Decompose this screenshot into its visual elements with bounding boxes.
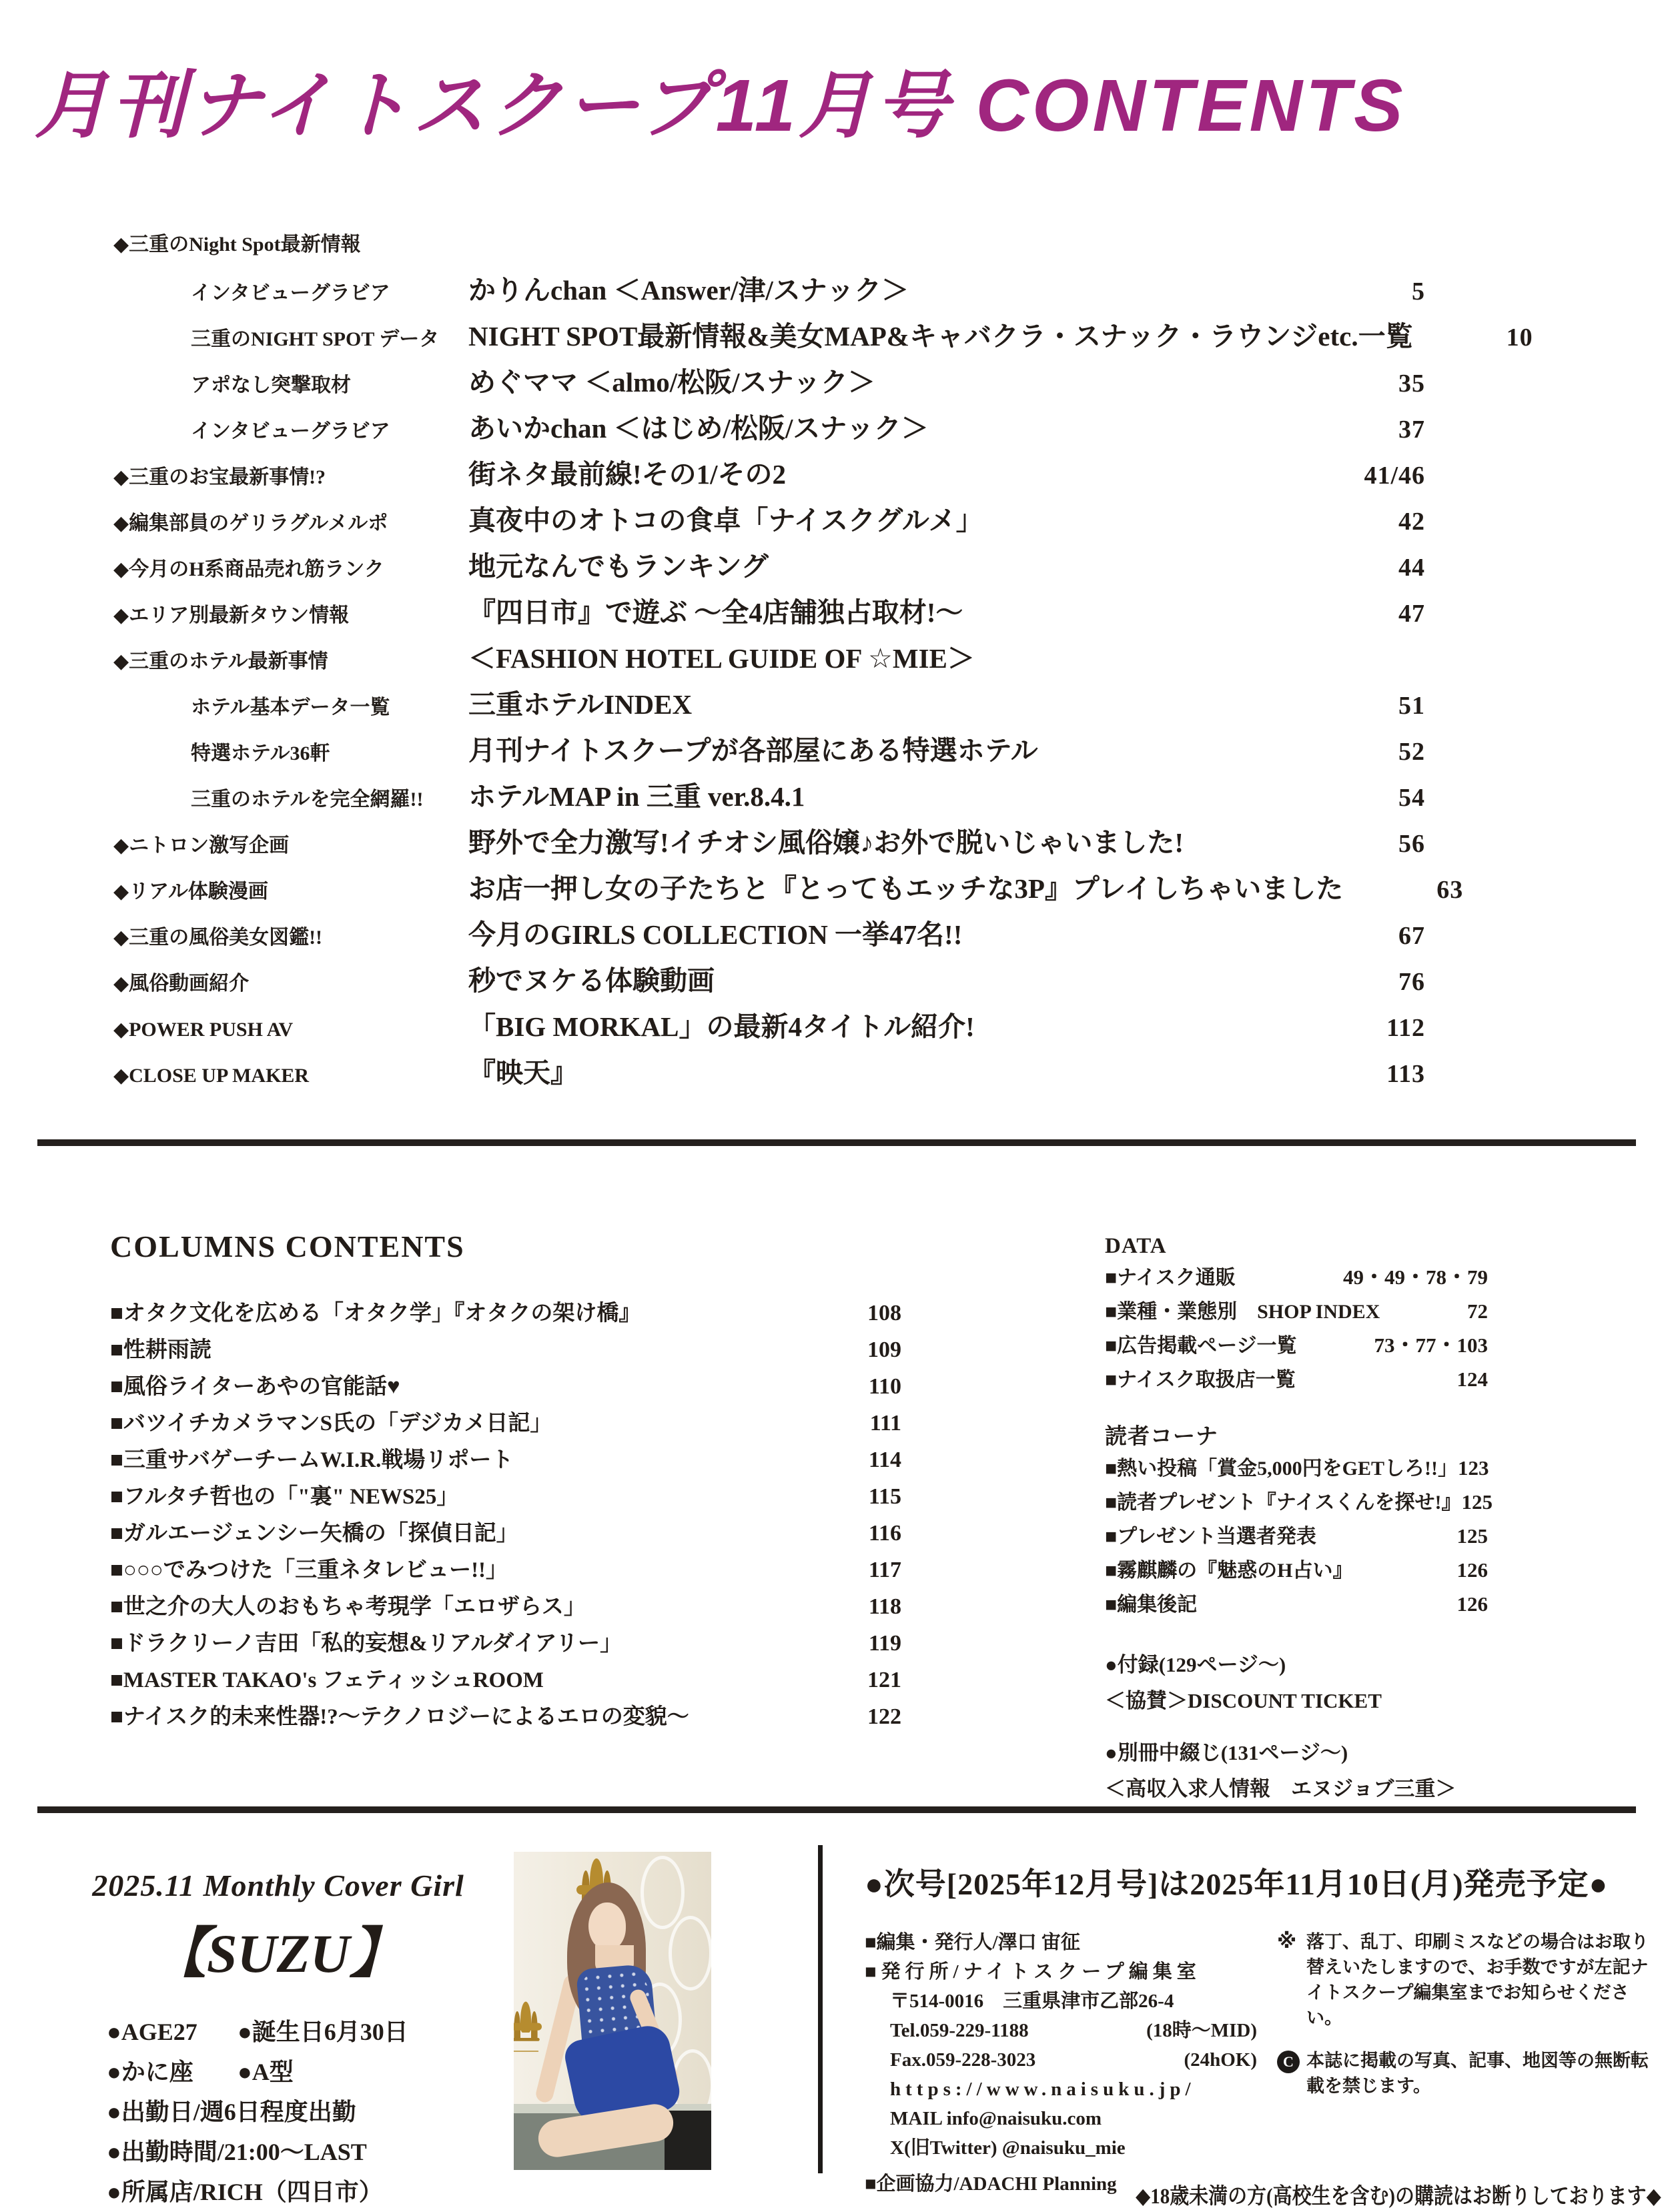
toc-label: ◆三重のお宝最新事情!? <box>113 466 326 488</box>
toc-label: インタビューグラビア <box>191 420 390 442</box>
toc-row <box>113 498 1425 544</box>
column-title: ■ドラクリーノ吉田「私的妄想&リアルダイアリー」 <box>110 1632 622 1656</box>
publisher-info-line <box>865 1928 1260 1957</box>
list-item <box>1105 1452 1488 1486</box>
data-item-title: ■業種・業態別 SHOP INDEX <box>1105 1301 1380 1323</box>
toc-title: 『四日市』で遊ぶ ～全4店舗独占取材!～ <box>468 597 963 628</box>
data-heading: DATA <box>1105 1234 1167 1258</box>
list-item <box>1105 1295 1488 1329</box>
list-item <box>1105 1486 1493 1520</box>
toc-row <box>113 1050 1425 1096</box>
toc-row <box>113 267 1425 314</box>
list-item <box>1105 1520 1488 1554</box>
toc-page-number: 113 <box>1386 1060 1425 1088</box>
list-item <box>1105 1588 1488 1622</box>
toc-title: あいかchan ＜はじめ/松阪/スナック＞ <box>468 413 929 444</box>
column-page-number: 122 <box>867 1704 901 1729</box>
cover-girl-heading: 2025.11 Monthly Cover Girl <box>92 1868 464 1902</box>
reader-item-page: 125 <box>1456 1524 1488 1548</box>
toc-title: お店一押し女の子たちと『とってもエッチな3P』プレイしちゃいました <box>468 873 1344 904</box>
data-item-page: 72 <box>1467 1299 1488 1323</box>
column-page-number: 114 <box>868 1448 901 1472</box>
publisher-info-list <box>865 1928 1260 2199</box>
toc-title: めぐママ ＜almo/松阪/スナック＞ <box>468 367 875 398</box>
cover-girl-photo <box>514 1852 711 2170</box>
publisher-columns <box>865 1928 1663 2199</box>
toc-title: 月刊ナイトスクープが各部屋にある特選ホテル <box>468 735 1038 766</box>
next-issue-banner: ●次号[2025年12月号]は2025年11月10日(月)発売予定● <box>865 1867 1609 1901</box>
toc-label: ◆三重のホテル最新事情 <box>113 650 328 672</box>
toc-page-number: 5 <box>1412 278 1425 306</box>
list-item <box>110 1442 901 1478</box>
toc-page-number: 112 <box>1386 1014 1425 1042</box>
figure-face <box>588 1902 626 1951</box>
toc-row <box>113 360 1425 406</box>
age-restriction-notice: ◆18歳未満の方(高校生を含む)の購読はお断りしております◆ <box>1136 2185 1661 2209</box>
reader-item-page: 126 <box>1456 1558 1488 1582</box>
list-item <box>110 1368 901 1405</box>
publisher-info-text: Fax.059-228-3023 <box>890 2049 1036 2071</box>
toc-row <box>113 774 1425 820</box>
column-title: ■バツイチカメラマンS氏の「デジカメ日記」 <box>110 1412 552 1436</box>
toc-page-number: 37 <box>1398 416 1425 444</box>
data-item-title: ■ナイスク取扱店一覧 <box>1105 1369 1296 1391</box>
toc-page-number: 67 <box>1398 922 1425 950</box>
horizontal-divider-top <box>37 1139 1636 1146</box>
publisher-notes-list <box>1260 1928 1663 2199</box>
column-title: ■○○○でみつけた「三重ネタレビュー!!」 <box>110 1558 508 1582</box>
toc-title: かりんchan ＜Answer/津/スナック＞ <box>468 275 909 306</box>
toc-label: ◆CLOSE UP MAKER <box>113 1065 310 1087</box>
gold-ornament <box>514 2002 543 2059</box>
cover-girl-profile-item: ●かに座 <box>107 2059 193 2085</box>
publisher-info-line <box>865 1957 1260 1987</box>
cover-girl-profile-item: ●A型 <box>238 2059 294 2085</box>
horizontal-divider-bottom <box>37 1806 1636 1813</box>
toc-label: ◆三重のNight Spot最新情報 <box>113 233 361 255</box>
data-item-page: 124 <box>1456 1367 1488 1391</box>
columns-contents-heading: COLUMNS CONTENTS <box>110 1229 465 1263</box>
data-item-title: ■広告掲載ページ一覧 <box>1105 1335 1297 1357</box>
toc-row <box>113 1004 1425 1050</box>
list-item <box>110 1295 901 1331</box>
toc-page-number: 35 <box>1398 370 1425 398</box>
appendix-line: ＜協賛＞DISCOUNT TICKET <box>1105 1689 1382 1712</box>
reader-item-title: ■編集後記 <box>1105 1594 1198 1616</box>
toc-row <box>113 590 1425 636</box>
spacer <box>1105 1397 1488 1422</box>
toc-title: ＜FASHION HOTEL GUIDE OF ☆MIE＞ <box>468 643 975 674</box>
toc-title: 秒でヌケる体験動画 <box>468 965 715 996</box>
toc-row <box>113 682 1425 728</box>
publisher-info-text: ■編集・発行人/澤口 宙征 <box>865 1932 1080 1953</box>
column-title: ■三重サバゲーチームW.I.R.戦場リポート <box>110 1448 514 1472</box>
column-title: ■MASTER TAKAO's フェティッシュROOM <box>110 1668 544 1692</box>
column-page-number: 117 <box>868 1558 901 1582</box>
toc-label: インタビューグラビア <box>191 282 390 304</box>
toc-page-number: 52 <box>1398 738 1425 766</box>
reader-corner-heading: 読者コーナ <box>1105 1425 1218 1449</box>
toc-page-number: 54 <box>1398 784 1425 812</box>
toc-label: ◆今月のH系商品売れ筋ランク <box>113 558 384 580</box>
reader-item-title: ■読者プレゼント『ナイスくんを探せ!』 <box>1105 1492 1462 1514</box>
column-title: ■ガルエージェンシー矢橋の「探偵日記」 <box>110 1522 518 1546</box>
toc-title: 街ネタ最前線!その1/その2 <box>468 459 787 490</box>
spacer <box>1105 1622 1488 1647</box>
column-title: ■オタク文化を広める「オタク学」『オタクの架け橋』 <box>110 1301 641 1325</box>
toc-page-number: 47 <box>1398 600 1425 628</box>
publisher-block <box>865 1860 1663 2199</box>
list-item <box>110 1478 901 1515</box>
reader-corner-list <box>1105 1452 1493 1622</box>
publisher-info-text: ■発行所/ナイトスクープ編集室 <box>865 1961 1201 1983</box>
cover-girl-profile-list <box>59 2012 498 2212</box>
toc-label: 三重のNIGHT SPOT データ <box>191 328 440 350</box>
toc-row <box>113 544 1425 590</box>
list-item <box>110 1588 901 1625</box>
publisher-info-note: (18時～MID) <box>1146 2020 1257 2041</box>
column-title: ■ナイスク的未来性器!?～テクノロジーによるエロの変貌～ <box>110 1705 689 1729</box>
list-item <box>110 1662 901 1698</box>
columns-contents-section <box>110 1229 901 1735</box>
cover-girl-profile-item: ●所属店/RICH（四日市） <box>107 2179 383 2205</box>
toc-title: 三重ホテルINDEX <box>468 689 693 720</box>
main-toc-list <box>113 221 1533 1096</box>
vertical-divider <box>818 1845 823 2173</box>
booklet-line: ＜高収入求人情報 エヌジョブ三重＞ <box>1105 1777 1456 1800</box>
columns-contents-list <box>110 1295 901 1735</box>
list-item <box>1105 1329 1488 1363</box>
booklet-line: ●別冊中綴じ(131ページ～) <box>1105 1741 1348 1764</box>
list-item <box>1105 1363 1488 1397</box>
toc-row <box>113 728 1425 774</box>
toc-row <box>113 912 1425 958</box>
reader-item-title: ■霧麒麟の『魅惑のH占い』 <box>1105 1560 1353 1582</box>
reader-item-title: ■プレゼント当選者発表 <box>1105 1526 1316 1548</box>
appendix-line: ●付録(129ページ～) <box>1105 1653 1286 1676</box>
toc-title: 今月のGIRLS COLLECTION 一挙47名!! <box>468 919 963 950</box>
toc-page-number: 56 <box>1398 830 1425 858</box>
toc-page-number: 63 <box>1436 876 1464 904</box>
column-title: ■フルタチ哲也の「"裏" NEWS25」 <box>110 1485 459 1509</box>
toc-title: 野外で全力激写!イチオシ風俗嬢♪お外で脱いじゃいました! <box>468 827 1184 858</box>
publisher-info-text: MAIL info@naisuku.com <box>890 2108 1102 2129</box>
publisher-info-line <box>865 2104 1260 2133</box>
publisher-note-text: 本誌に掲載の写真、記事、地図等の無断転載を禁じます。 <box>1306 2051 1649 2096</box>
column-page-number: 109 <box>867 1337 901 1362</box>
toc-page-number: 51 <box>1398 692 1425 720</box>
publisher-info-line <box>865 2016 1260 2045</box>
list-item <box>110 1331 901 1368</box>
column-page-number: 116 <box>868 1521 901 1546</box>
toc-title: 地元なんでもランキング <box>468 551 769 582</box>
wallpaper-pattern <box>669 1916 711 1991</box>
column-page-number: 119 <box>868 1631 901 1656</box>
toc-row <box>113 452 1425 498</box>
toc-label: 三重のホテルを完全網羅!! <box>191 788 424 810</box>
cover-girl-profile-row <box>107 2092 498 2132</box>
toc-label: ◆三重の風俗美女図鑑!! <box>113 927 323 949</box>
column-page-number: 110 <box>868 1374 901 1399</box>
cover-girl-profile-row <box>107 2012 498 2052</box>
toc-row <box>113 958 1425 1004</box>
booklet-lines <box>1105 1735 1488 1807</box>
list-item <box>110 1625 901 1662</box>
publisher-info-text: https://www.naisuku.jp/ <box>890 2079 1196 2100</box>
column-title: ■性耕雨読 <box>110 1338 212 1362</box>
toc-row <box>113 406 1425 452</box>
toc-label: ◆編集部員のゲリラグルメルポ <box>113 512 388 534</box>
toc-row <box>113 866 1464 912</box>
list-item <box>1105 1261 1488 1295</box>
data-list <box>1105 1261 1488 1397</box>
toc-label: ◆POWER PUSH AV <box>113 1019 294 1041</box>
publisher-info-text: X(旧Twitter) @naisuku_mie <box>890 2137 1126 2159</box>
toc-title: 『映天』 <box>468 1057 578 1088</box>
column-page-number: 108 <box>867 1301 901 1325</box>
cover-girl-profile-item: ●誕生日6月30日 <box>238 2019 408 2045</box>
toc-label: ◆リアル体験漫画 <box>113 881 268 903</box>
page-title: 月刊ナイトスクープ11月号 CONTENTS <box>35 65 1406 147</box>
list-item <box>110 1552 901 1588</box>
column-page-number: 111 <box>869 1411 901 1436</box>
toc-page-number: 10 <box>1506 324 1533 352</box>
toc-title: 真夜中のオトコの食卓「ナイスクグルメ」 <box>468 505 983 536</box>
spacer <box>1105 1719 1488 1735</box>
publisher-info-line <box>865 2075 1260 2104</box>
column-page-number: 121 <box>867 1668 901 1692</box>
column-title: ■風俗ライターあやの官能話♥ <box>110 1375 400 1399</box>
cover-girl-name: 【SUZU】 <box>151 1923 405 1984</box>
toc-label: ホテル基本データ一覧 <box>191 696 390 718</box>
publisher-info-text: 〒514-0016 三重県津市乙部26-4 <box>890 1991 1174 2012</box>
toc-title: 「BIG MORKAL」の最新4タイトル紹介! <box>468 1011 975 1042</box>
copyright-icon: C <box>1277 2051 1300 2073</box>
publisher-info-line <box>865 2133 1260 2163</box>
list-item <box>1105 1554 1488 1588</box>
publisher-info-note: (24hOK) <box>1184 2049 1257 2071</box>
publisher-info-text: Tel.059-229-1188 <box>890 2020 1029 2041</box>
cover-girl-block <box>59 1868 498 2212</box>
toc-label: ◆ニトロン激写企画 <box>113 835 290 857</box>
data-item-title: ■ナイスク通販 <box>1105 1267 1236 1289</box>
toc-label: アポなし突撃取材 <box>191 374 351 396</box>
toc-row <box>113 221 1425 267</box>
toc-page-number: 44 <box>1398 554 1425 582</box>
data-item-page: 49・49・78・79 <box>1343 1265 1488 1289</box>
reader-item-page: 126 <box>1456 1592 1488 1616</box>
list-item <box>110 1515 901 1552</box>
toc-page-number: 41/46 <box>1364 462 1425 490</box>
cover-girl-profile-item: ●出勤時間/21:00～LAST <box>107 2139 367 2165</box>
publisher-note-text: 落丁、乱丁、印刷ミスなどの場合はお取り替えいたしますので、お手数ですが左記ナイトスクープ編集室までお知らせください。 <box>1306 1932 1649 2028</box>
toc-row <box>113 314 1533 360</box>
reader-item-page: 125 <box>1461 1490 1493 1514</box>
column-page-number: 118 <box>868 1594 901 1619</box>
reader-item-page: 123 <box>1457 1456 1489 1480</box>
data-item-page: 73・77・103 <box>1374 1333 1488 1357</box>
cover-girl-profile-row <box>107 2172 498 2212</box>
wallpaper-pattern <box>641 1856 685 1929</box>
toc-page-number: 76 <box>1398 968 1425 996</box>
reference-mark-icon: ※ <box>1277 1930 1297 1953</box>
reader-item-title: ■熱い投稿「賞金5,000円をGETしろ!!」 <box>1105 1458 1458 1480</box>
appendix-lines <box>1105 1647 1488 1719</box>
cover-girl-profile-item: ●AGE27 <box>107 2019 197 2045</box>
toc-title: ホテルMAP in 三重 ver.8.4.1 <box>468 781 805 812</box>
toc-title: NIGHT SPOT最新情報&美女MAP&キャバクラ・スナック・ラウンジetc.一覧 <box>468 321 1413 352</box>
column-title: ■世之介の大人のおもちゃ考現学「エロザらス」 <box>110 1595 586 1619</box>
toc-label: ◆エリア別最新タウン情報 <box>113 604 350 626</box>
toc-label: ◆風俗動画紹介 <box>113 973 250 995</box>
cover-girl-profile-item: ●出勤日/週6日程度出勤 <box>107 2099 356 2125</box>
publisher-info-text: ■企画協力/ADACHI Planning <box>865 2173 1117 2195</box>
toc-label: 特選ホテル36軒 <box>191 742 330 764</box>
data-reader-section <box>1105 1231 1493 1807</box>
publisher-info-line <box>865 2045 1260 2075</box>
list-item <box>110 1405 901 1442</box>
toc-row <box>113 636 1425 682</box>
column-page-number: 115 <box>868 1484 901 1509</box>
publisher-info-line <box>865 1987 1260 2016</box>
toc-page-number: 42 <box>1398 508 1425 536</box>
cover-girl-profile-row <box>107 2052 498 2092</box>
toc-row <box>113 820 1425 866</box>
list-item <box>110 1698 901 1735</box>
cover-girl-profile-row <box>107 2132 498 2172</box>
publisher-note <box>1277 1929 1663 2031</box>
publisher-note <box>1277 2048 1663 2099</box>
